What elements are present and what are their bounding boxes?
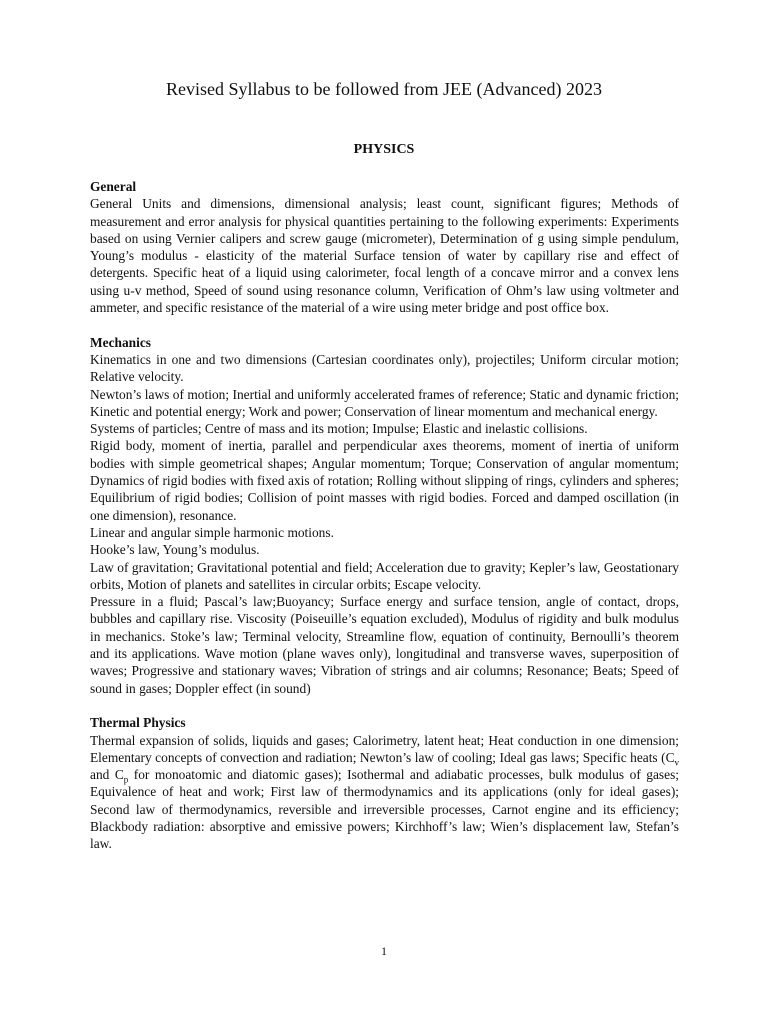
thermal-text-part1: Thermal expansion of solids, liquids and gases; Calorimetry, latent heat; Heat conduction in one dimension; Elementary concepts of convection and radiation; Newton’s law of cooling; Ideal gas laws; Specific heats (C	[90, 732, 679, 765]
syllabus-body	[90, 178, 679, 870]
topic-mechanics	[90, 334, 679, 697]
topic-general	[90, 178, 679, 316]
topic-paragraph: Rigid body, moment of inertia, parallel and perpendicular axes theorems, moment of inertia of uniform bodies with simple geometrical shapes; Angular momentum; Torque; Conservation of angular momentum; Dynamics of rigid bodies with fixed axis of rotation; Rolling without slipping of rings, cylinders and spheres; Equilibrium of rigid bodies; Collision of point masses with rigid bodies. Forced and damped oscillation (in one dimension), resonance.	[90, 438, 679, 523]
topic-paragraph: Pressure in a fluid; Pascal’s law;Buoyancy; Surface energy and surface tension, angle of contact, drops, bubbles and capillary rise. Viscosity (Poiseuille’s equation excluded), Modulus of rigidity and bulk modulus in mechanics. Stoke’s law; Terminal velocity, Streamline flow, equation of continuity, Bernoulli’s theorem and its applications. Wave motion (plane waves only), longitudinal and transverse waves, superposition of waves; Progressive and stationary waves; Vibration of strings and air columns; Resonance; Beats; Speed of sound in gases; Doppler effect (in sound)	[90, 594, 679, 696]
topic-title: Thermal Physics	[90, 715, 186, 731]
topic-paragraph: General Units and dimensions, dimensional analysis; least count, significant figures; Methods of measurement and error analysis for physical quantities pertaining to the following experiments: Experiments based on using Vernier calipers and screw gauge (micrometer), Determination of g using simple pendulum, Young’s modulus - elasticity of the material Surface tension of water by capillary rise and effect of detergents. Specific heat of a liquid using calorimeter, focal length of a concave mirror and a convex lens using u-v method, Speed of sound using resonance column, Verification of Ohm’s law using voltmeter and ammeter, and specific resistance of the material of a wire using meter bridge and post office box.	[90, 196, 679, 316]
topic-paragraph: Linear and angular simple harmonic motions.	[90, 524, 334, 540]
subscript-p: p	[123, 774, 129, 785]
topic-thermal-physics	[90, 714, 679, 852]
topic-paragraph: Kinematics in one and two dimensions (Cartesian coordinates only), projectiles; Uniform circular motion; Relative velocity.	[90, 351, 679, 385]
topic-paragraph	[90, 732, 679, 853]
topic-paragraph: Hooke’s law, Young’s modulus.	[90, 542, 260, 558]
topic-paragraph: Law of gravitation; Gravitational potential and field; Acceleration due to gravity; Kepler’s law, Geostationary orbits, Motion of planets and satellites in circular orbits; Escape velocity.	[90, 559, 679, 592]
subject-heading: PHYSICS	[353, 142, 415, 157]
topic-title: General	[90, 179, 137, 194]
thermal-text-part2: and C	[90, 767, 124, 783]
page-number: 1	[381, 944, 387, 958]
subscript-v: v	[674, 757, 679, 768]
topic-paragraph: Systems of particles; Centre of mass and its motion; Impulse; Elastic and inelastic collisions.	[90, 421, 588, 437]
topic-title: Mechanics	[90, 334, 151, 350]
topic-paragraph: Newton’s laws of motion; Inertial and uniformly accelerated frames of reference; Static and dynamic friction; Kinetic and potential energy; Work and power; Conservation of linear momentum and mechanical energy.	[90, 386, 679, 419]
document-title: Revised Syllabus to be followed from JEE (Advanced) 2023	[166, 79, 602, 99]
thermal-text-part3: for monoatomic and diatomic gases); Isothermal and adiabatic processes, bulk modulus of gases; Equivalence of heat and work; First law of thermodynamics and its applications (only for ideal gases); Second law of thermodynamics, reversible and irreversible processes, Carnot engine and its efficiency; Blackbody radiation: absorptive and emissive powers; Kirchhoff’s law; Wien’s displacement law, Stefan’s law.	[90, 767, 679, 852]
